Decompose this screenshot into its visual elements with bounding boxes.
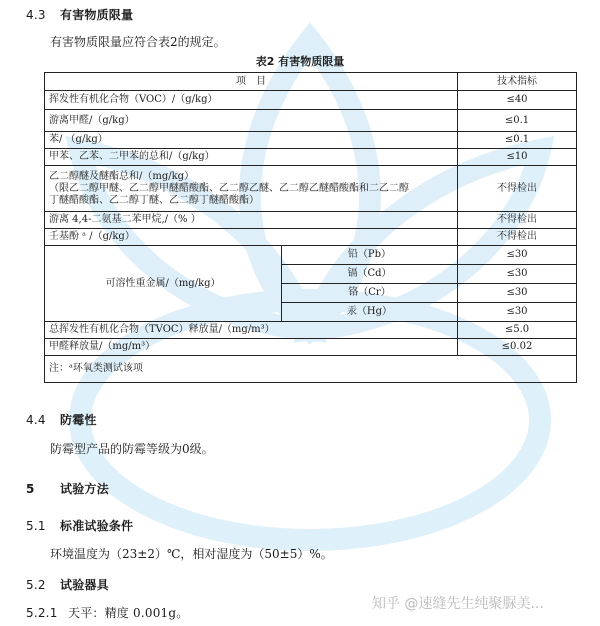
section-5-2-heading [26,576,109,593]
row-item: 总挥发性有机化合物（TVOC）释放量/（mg/m³） [45,322,458,339]
table-note-row [45,356,577,383]
section-number: 5.1 [26,519,46,533]
table-note: 注：ᵃ环氧类测试该项 [45,356,577,383]
row-item: 壬基酚 ᵃ /（g/kg） [45,229,458,246]
section-number: 4.3 [26,8,46,22]
section-number: 4.4 [26,413,46,427]
section-4-3-body: 有害物质限量应符合表2的规定。 [50,35,226,49]
row-item: 甲醛释放量/（mg/m³） [45,339,458,356]
header-spec: 技术指标 [458,73,577,91]
row-spec: ≤10 [458,149,577,166]
table-row [45,322,577,339]
metal-name: 铬（Cr） [282,284,458,303]
row-item: 苯/ （g/kg） [45,132,458,149]
section-4-3-heading [26,6,133,23]
metal-row-pb [45,246,577,265]
row-spec: ≤0.02 [458,339,577,356]
section-title: 防霉性 [60,413,97,427]
section-title: 有害物质限量 [60,8,134,22]
row-item: 甲苯、乙苯、二甲苯的总和/（g/kg） [45,149,458,166]
section-4-4-heading [26,411,97,428]
row-spec: 不得检出 [458,212,577,229]
section-body: 天平：精度 0.001g。 [68,606,189,620]
table-row [45,91,577,110]
row-item-line: 丁醚醋酸酯、乙二醇丁醚、乙二醇丁醚醋酸酯） [49,194,259,206]
metal-spec: ≤30 [458,284,577,303]
table-caption: 表2 有害物质限量 [255,55,345,68]
section-title: 试验方法 [60,482,109,496]
table-row [45,212,577,229]
row-item [45,166,458,212]
row-item: 游离 4,4-二氨基二苯甲烷,/（% ） [45,212,458,229]
section-5-1-body: 环境温度为（23±2）℃，相对湿度为（50±5）%。 [50,547,333,561]
row-spec: ≤5.0 [458,322,577,339]
table-row [45,132,577,149]
section-5-heading [26,480,109,497]
table-row [45,229,577,246]
section-number: 5.2 [26,578,46,592]
zhihu-watermark: 知乎 @速缝先生纯聚脲美... [372,596,544,612]
row-spec: 不得检出 [458,229,577,246]
row-item-line: 乙二醇醚及醚酯总和/（mg/kg） [49,170,195,182]
header-item: 项 目 [45,73,458,91]
row-item: 挥发性有机化合物（VOC）/（g/kg） [45,91,458,110]
row-spec: ≤0.1 [458,110,577,132]
metals-group-label: 可溶性重金属/（mg/kg） [45,246,282,322]
metal-spec: ≤30 [458,303,577,322]
section-4-4-body: 防霉型产品的防霉等级为0级。 [50,442,214,456]
metal-spec: ≤30 [458,246,577,265]
table-row [45,110,577,132]
table-row [45,339,577,356]
section-number: 5.2.1 [26,606,58,620]
table-row [45,149,577,166]
row-spec: 不得检出 [458,166,577,212]
metal-name: 铅（Pb） [282,246,458,265]
section-title: 标准试验条件 [60,519,134,533]
table-row-glycol-ethers [45,166,577,212]
harmful-substances-table [44,72,577,383]
row-spec: ≤40 [458,91,577,110]
section-title: 试验器具 [60,578,109,592]
table-header-row [45,73,577,91]
row-item: 游离甲醛/（g/kg） [45,110,458,132]
section-number: 5 [26,482,35,496]
section-5-2-1 [26,604,188,621]
row-item-line: （限乙二醇甲醚、乙二醇甲醚醋酸酯、乙二醇乙醚、乙二醇乙醚醋酸酯和二乙二醇 [49,182,409,194]
metal-name: 镉（Cd） [282,265,458,284]
row-spec: ≤0.1 [458,132,577,149]
section-5-1-heading [26,517,133,534]
metal-name: 汞（Hg） [282,303,458,322]
metal-spec: ≤30 [458,265,577,284]
